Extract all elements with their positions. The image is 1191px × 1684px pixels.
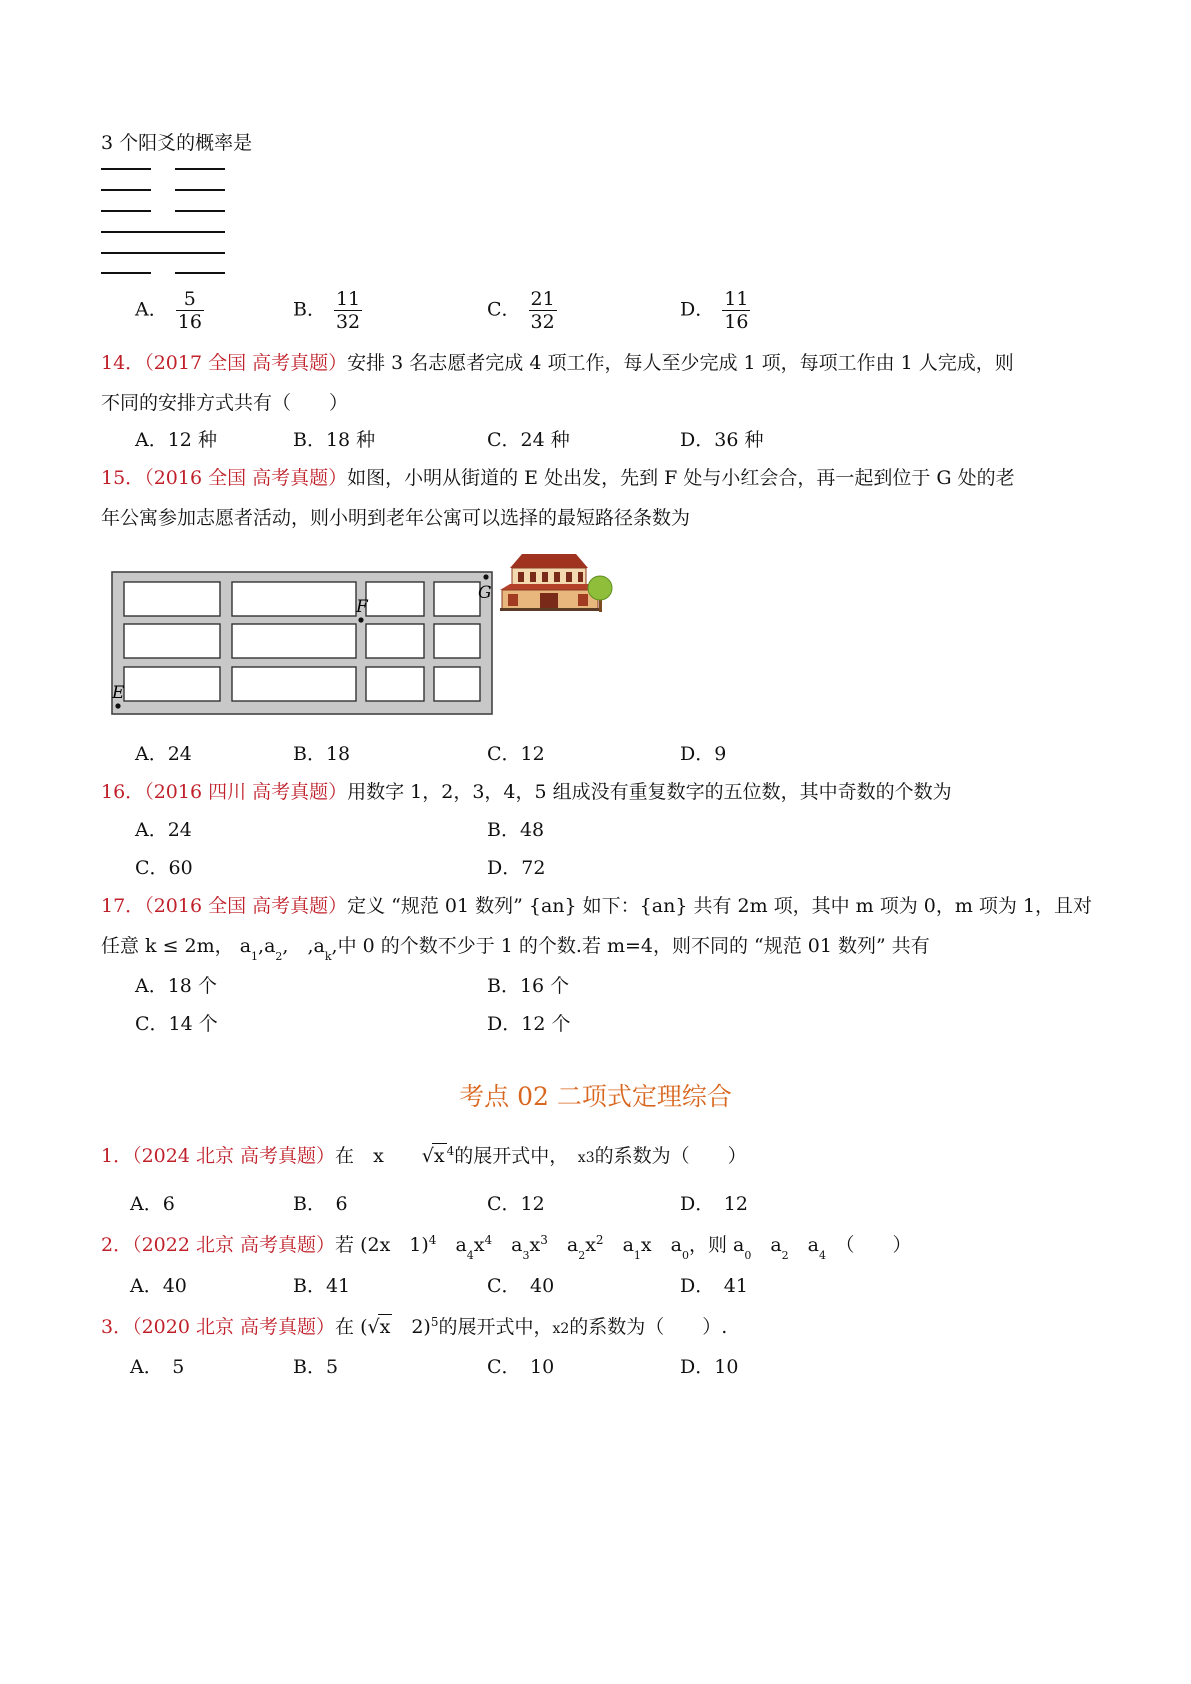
question-number: 16． <box>101 781 145 803</box>
q15-option-d[interactable]: D．9 <box>680 743 727 765</box>
fraction: $\frac{11}{16}$ <box>724 288 749 333</box>
q14-stem-line2: 不同的安排方式共有（ ） <box>101 392 349 414</box>
q16-option-a[interactable]: A．24 <box>135 819 192 841</box>
sqrt-icon: √ <box>421 1145 434 1167</box>
question-source: （2016 全国 高考真题） <box>144 467 348 489</box>
q13-intro: 3 个阳爻的概率是 <box>101 132 253 154</box>
question-text: 安排 3 名志愿者完成 4 项工作，每人至少完成 1 项，每项工作由 1 人完成，则 <box>347 352 1014 374</box>
section-heading: 考点 02 二项式定理综合 <box>459 1082 732 1111</box>
q17-option-d[interactable]: D．12 个 <box>487 1013 571 1035</box>
b1-option-a[interactable]: A．6 <box>130 1193 175 1215</box>
q13-option-c[interactable] <box>487 288 557 333</box>
yin-line <box>101 272 151 274</box>
q15-stem-line2: 年公寓参加志愿者活动，则小明到老年公寓可以选择的最短路径条数为 <box>101 507 691 529</box>
b3-option-c[interactable]: C． 10 <box>487 1356 555 1378</box>
b2-option-a[interactable]: A．40 <box>130 1275 187 1297</box>
q14-option-b[interactable]: B．18 种 <box>293 429 376 451</box>
b3-option-a[interactable]: A． 5 <box>130 1356 185 1378</box>
q17-stem <box>101 894 1092 918</box>
question-text: 用数字 1，2，3，4，5 组成没有重复数字的五位数，其中奇数的个数为 <box>347 781 952 803</box>
q17-stem-line2: 任意 k ≤ 2m， $a_1,a_2$, $,a_k$,中 0 的个数不少于 1 的个数.若 m=4，则不同的 “规范 01 数列” 共有 <box>101 935 930 963</box>
yang-line <box>101 231 225 233</box>
question-number: 2． <box>101 1234 133 1256</box>
b2-option-b[interactable]: B．41 <box>293 1275 351 1297</box>
q16-option-b[interactable]: B．48 <box>487 819 545 841</box>
b2-option-c[interactable]: C． 40 <box>487 1275 555 1297</box>
q17-option-b[interactable]: B．16 个 <box>487 975 570 997</box>
yin-line <box>101 168 151 170</box>
b2-stem: 2．（2022 北京 高考真题）若 (2x 1)$^4$ $a_4x^4$ $a_3x^3$ $a_2x^2$ $a_1x$ $a_0$，则 $a_0$ $a_2$ $a_4$ （ ） <box>101 1233 912 1262</box>
q14-stem <box>101 351 1014 375</box>
yin-line <box>101 189 151 191</box>
sqrt-icon: √ <box>367 1316 380 1338</box>
q16-stem <box>101 780 952 804</box>
yin-line <box>175 272 225 274</box>
yin-line <box>175 210 225 212</box>
question-number: 17． <box>101 895 145 917</box>
b3-stem: 3．（2020 北京 高考真题）在 (√x 2)$^5$的展开式中，x2的系数为（ ）. <box>101 1315 728 1338</box>
question-source: （2022 北京 高考真题） <box>132 1234 336 1256</box>
b3-option-b[interactable]: B．5 <box>293 1356 339 1378</box>
b1-option-c[interactable]: C．12 <box>487 1193 545 1215</box>
label-e: E <box>112 683 125 703</box>
q13-option-a[interactable] <box>135 288 204 333</box>
q16-option-c[interactable]: C．60 <box>135 857 193 879</box>
question-number: 14． <box>101 352 145 374</box>
q15-option-a[interactable]: A．24 <box>135 743 192 765</box>
option-label: B． <box>293 298 326 321</box>
q15-stem <box>101 466 1015 490</box>
point-e <box>115 703 120 708</box>
polynomial-expansion: $a_4x^4$ $a_3x^3$ $a_2x^2$ $a_1x$ $a_0$ <box>455 1233 689 1262</box>
q17-option-a[interactable]: A．18 个 <box>135 975 217 997</box>
label-g: G <box>478 583 492 603</box>
question-text: 定义 “规范 01 数列” {an} 如下：{an} 共有 2m 项，其中 m 项为 0，m 项为 1，且对 <box>347 895 1093 917</box>
question-number: 1． <box>101 1145 133 1167</box>
yin-line <box>175 189 225 191</box>
b1-option-d[interactable]: D． 12 <box>680 1193 748 1215</box>
q15-option-b[interactable]: B．18 <box>293 743 351 765</box>
fraction: $\frac{21}{32}$ <box>530 288 555 333</box>
q14-option-a[interactable]: A．12 种 <box>135 429 217 451</box>
yin-line <box>101 210 151 212</box>
q13-option-b[interactable] <box>293 288 362 333</box>
label-f: F <box>356 597 368 617</box>
b1-stem: 1．（2024 北京 高考真题）在 x √x $^4$的展开式中， x3的系数为（ ） <box>101 1144 747 1167</box>
b1-option-b[interactable]: B． 6 <box>293 1193 348 1215</box>
q13-option-d[interactable] <box>680 288 750 333</box>
option-label: A． <box>135 298 168 321</box>
street-grid-figure <box>100 550 620 720</box>
question-source: （2024 北京 高考真题） <box>132 1145 336 1167</box>
fraction: $\frac{5}{16}$ <box>177 288 202 333</box>
yin-line <box>175 168 225 170</box>
option-label: D． <box>680 298 715 321</box>
q16-option-d[interactable]: D．72 <box>487 857 546 879</box>
question-source: （2016 四川 高考真题） <box>144 781 348 803</box>
yang-line <box>101 252 225 254</box>
point-f <box>358 617 363 622</box>
question-number: 15． <box>101 467 145 489</box>
fraction: $\frac{11}{32}$ <box>335 288 361 333</box>
question-source: （2016 全国 高考真题） <box>144 895 348 917</box>
b3-option-d[interactable]: D．10 <box>680 1356 739 1378</box>
q17-option-c[interactable]: C．14 个 <box>135 1013 218 1035</box>
q14-option-c[interactable]: C．24 种 <box>487 429 570 451</box>
point-g <box>483 574 488 579</box>
sequence-terms: $a_1,a_2$, $,a_k$, <box>239 935 338 963</box>
option-label: C． <box>487 298 521 321</box>
q15-option-c[interactable]: C．12 <box>487 743 545 765</box>
question-text: 如图，小明从街道的 E 处出发，先到 F 处与小红会合，再一起到位于 G 处的老 <box>347 467 1015 489</box>
question-source: （2017 全国 高考真题） <box>144 352 348 374</box>
question-source: （2020 北京 高考真题） <box>132 1316 336 1338</box>
b2-option-d[interactable]: D． 41 <box>680 1275 748 1297</box>
q14-option-d[interactable]: D．36 种 <box>680 429 764 451</box>
apartment-building-icon <box>500 554 600 611</box>
question-number: 3． <box>101 1316 133 1338</box>
